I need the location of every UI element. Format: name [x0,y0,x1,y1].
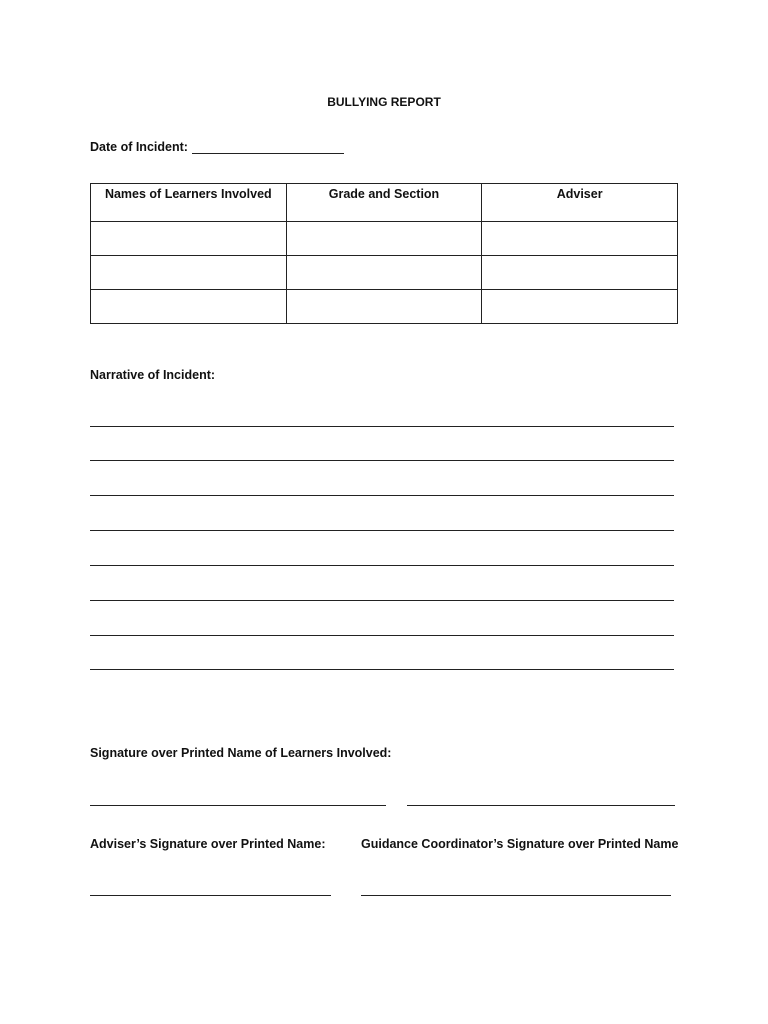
guidance-signature-line[interactable] [361,895,671,896]
table-cell-name[interactable] [91,290,287,324]
table-cell-grade-section[interactable] [286,256,482,290]
date-of-incident-blank[interactable] [192,141,344,154]
narrative-line[interactable] [90,600,674,601]
learners-signature-label: Signature over Printed Name of Learners Involved: [90,746,392,760]
narrative-label: Narrative of Incident: [90,368,216,382]
table-cell-adviser[interactable] [482,290,678,324]
learner-signature-line-right[interactable] [407,805,675,806]
table-cell-adviser[interactable] [482,256,678,290]
narrative-line[interactable] [90,635,674,636]
narrative-line[interactable] [90,426,674,427]
table-row [91,256,678,290]
table-cell-grade-section[interactable] [286,290,482,324]
learners-table [90,183,678,324]
table-row [91,222,678,256]
guidance-signature-label: Guidance Coordinator’s Signature over Printed Name [361,837,679,851]
learner-signature-line-left[interactable] [90,805,386,806]
narrative-line[interactable] [90,669,674,670]
column-header-grade-section: Grade and Section [286,184,482,222]
narrative-line[interactable] [90,495,674,496]
adviser-signature-label: Adviser’s Signature over Printed Name: [90,837,326,851]
table-header-row [91,184,678,222]
date-of-incident-label: Date of Incident: [90,140,188,154]
report-title: BULLYING REPORT [327,95,441,109]
table-cell-adviser[interactable] [482,222,678,256]
narrative-line[interactable] [90,530,674,531]
narrative-line[interactable] [90,460,674,461]
column-header-names: Names of Learners Involved [91,184,287,222]
date-of-incident-row [90,140,344,154]
table-cell-grade-section[interactable] [286,222,482,256]
adviser-signature-line[interactable] [90,895,331,896]
table-cell-name[interactable] [91,222,287,256]
column-header-adviser: Adviser [482,184,678,222]
narrative-line[interactable] [90,565,674,566]
table-row [91,290,678,324]
table-cell-name[interactable] [91,256,287,290]
